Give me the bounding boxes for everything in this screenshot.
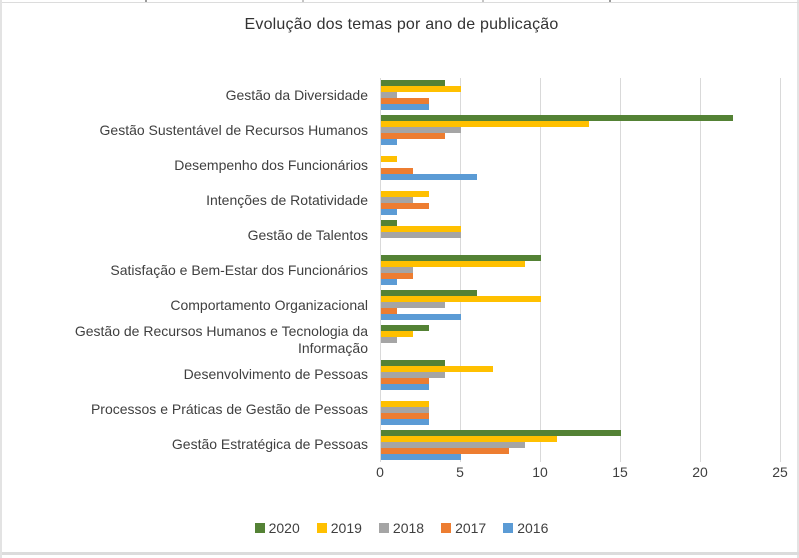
- bar-2016-category-10: [381, 419, 429, 425]
- legend-swatch-icon: [317, 523, 327, 533]
- category-label: Comportamento Organizacional: [170, 296, 368, 313]
- bar-2018-category-5: [381, 232, 461, 238]
- legend-item-2018: [379, 520, 424, 536]
- category-label: Processos e Práticas de Gestão de Pessoas: [90, 401, 368, 418]
- bar-2016-category-1: [381, 104, 429, 110]
- bar-2019-category-3: [381, 156, 397, 162]
- legend-swatch-icon: [379, 523, 389, 533]
- bar-2016-category-7: [381, 314, 461, 320]
- chart-legend: [2, 520, 799, 536]
- legend-label: 2017: [455, 520, 487, 536]
- cropped-text-remnant: [145, 0, 147, 2]
- x-tick-label-25: 25: [772, 464, 788, 480]
- legend-label: 2020: [268, 520, 300, 536]
- legend-item-2020: [255, 520, 300, 536]
- x-tick-label-5: 5: [456, 464, 464, 480]
- legend-swatch-icon: [503, 523, 513, 533]
- category-label: Satisfação e Bem-Estar dos Funcionários: [110, 261, 368, 278]
- value-axis: [376, 464, 799, 482]
- legend-label: 2016: [517, 520, 549, 536]
- legend-item-2016: [503, 520, 548, 536]
- category-label: Desempenho dos Funcionários: [174, 156, 368, 173]
- chart-title: Evolução dos temas por ano de publicação: [244, 16, 559, 33]
- legend-label: 2019: [330, 520, 362, 536]
- bar-2016-category-6: [381, 279, 397, 285]
- x-tick-label-20: 20: [692, 464, 708, 480]
- x-tick-label-0: 0: [376, 464, 384, 480]
- category-label: Intenções de Rotatividade: [206, 191, 368, 208]
- legend-swatch-icon: [441, 523, 451, 533]
- gridline-20: [700, 78, 701, 462]
- cropped-text-remnant: [482, 0, 484, 2]
- top-border-line: [2, 2, 799, 3]
- category-axis: [52, 78, 374, 462]
- bar-2016-category-11: [381, 454, 461, 460]
- x-tick-label-10: 10: [532, 464, 548, 480]
- bar-2016-category-9: [381, 384, 429, 390]
- cropped-text-remnant: [609, 0, 611, 2]
- category-label: Gestão Sustentável de Recursos Humanos: [99, 121, 368, 138]
- plot-area: [380, 78, 780, 462]
- cropped-text-remnant: [302, 0, 304, 2]
- x-tick-label-15: 15: [612, 464, 628, 480]
- category-label: Gestão de Talentos: [247, 226, 368, 243]
- bar-2018-category-8: [381, 337, 397, 343]
- legend-label: 2018: [392, 520, 425, 536]
- bar-2016-category-3: [381, 174, 477, 180]
- gridline-10: [540, 78, 541, 462]
- gridline-5: [460, 78, 461, 462]
- gridline-15: [620, 78, 621, 462]
- category-label: Gestão da Diversidade: [225, 87, 368, 104]
- legend-item-2019: [317, 520, 362, 536]
- bar-2016-category-4: [381, 209, 397, 215]
- category-label: Gestão Estratégica de Pessoas: [171, 436, 368, 453]
- category-label: Desenvolvimento de Pessoas: [183, 366, 368, 383]
- gridline-25: [780, 78, 781, 462]
- legend-swatch-icon: [255, 523, 265, 533]
- category-label: Gestão de Recursos Humanos e Tecnologia da Informação: [74, 323, 368, 356]
- legend-item-2017: [441, 520, 486, 536]
- bar-2016-category-2: [381, 139, 397, 145]
- bottom-border-line: [2, 552, 799, 555]
